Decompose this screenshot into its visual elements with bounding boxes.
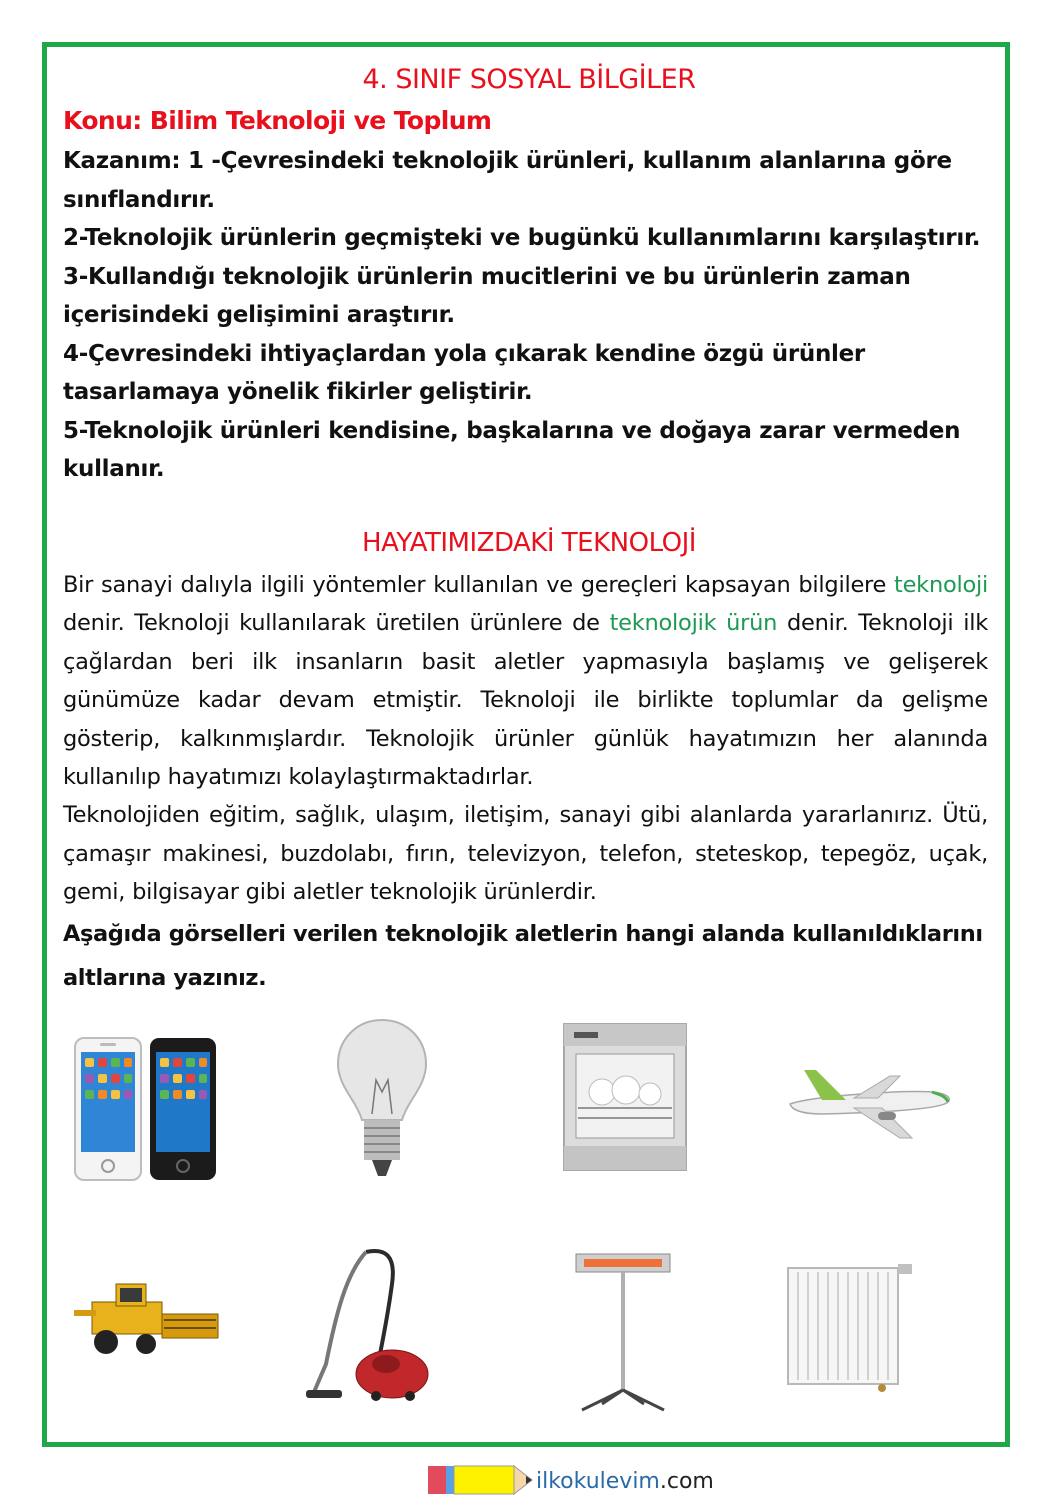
outcomes-list [63, 142, 993, 489]
outcome-2: 2-Teknolojik ürünlerin geçmişteki ve bugünkü kullanımlarını karşılaştırır. [63, 225, 981, 251]
outcome-3: 3-Kullandığı teknolojik ürünlerin mucitlerini ve bu ürünlerin zaman içerisindeki gelişimini araştırır. [63, 263, 911, 328]
paragraph-1: Bir sanayi dalıyla ilgili yöntemler kullanılan ve gereçleri kapsayan bilgilere teknoloji denir. Teknoloji kullanılarak üretilen ürünlere de teknolojik ürün denir. Teknoloji ilk çağlardan beri ilk insanların basit aletler yapmasıyla başlamış ve gelişerek günümüze kadar devam etmiştir. Teknoloji ile birlikte toplumlar da gelişme gösterip, kalkınmışlardır. Teknolojik ürünler günlük hayatımızın her alanında kullanılıp hayatımızı kolaylaştırmaktadırlar. [63, 572, 988, 791]
paragraph-2: Teknolojiden eğitim, sağlık, ulaşım, iletişim, sanayi gibi alanlarda yararlanırız. Ütü, çamaşır makinesi, buzdolabı, fırın, televizyon, telefon, steteskop, tepegöz, uçak, gemi, bilgisayar gibi aletler teknolojik ürünlerdir. [63, 802, 988, 906]
instruction: Aşağıda görselleri verilen teknolojik aletlerin hangi alanda kullanıldıklarını altlarına yazınız. [63, 921, 983, 991]
combine-harvester-image [72, 1280, 222, 1362]
outcome-1: Kazanım: 1 -Çevresindeki teknolojik ürünleri, kullanım alanlarına göre sınıflandırır. [63, 148, 952, 213]
section-title: HAYATIMIZDAKİ TEKNOLOJİ [362, 528, 696, 558]
term-technological-product: teknolojik ürün [609, 610, 778, 637]
term-technology: teknoloji [894, 572, 988, 598]
topic-line: Konu: Bilim Teknoloji ve Toplum [63, 106, 492, 135]
site-url[interactable]: ilkokulevim.com [536, 1469, 714, 1494]
radiator-image [784, 1262, 918, 1396]
dishwasher-image [560, 1022, 690, 1177]
light-bulb-image [332, 1016, 432, 1184]
outcome-4: 4-Çevresindeki ihtiyaçlardan yola çıkarak kendine özgü ürünler tasarlamaya yönelik fikirler geliştirir. [63, 340, 865, 405]
section-body [63, 566, 988, 912]
vacuum-cleaner-image [306, 1244, 430, 1404]
airplane-image [782, 1060, 954, 1142]
pencil-logo-icon [426, 1462, 534, 1498]
electric-heater-image [574, 1250, 706, 1414]
outcome-5: 5-Teknolojik ürünleri kendisine, başkalarına ve doğaya zarar vermeden kullanır. [63, 417, 961, 482]
smartphones-image [72, 1036, 220, 1186]
page-title: 4. SINIF SOSYAL BİLGİLER [362, 64, 696, 95]
